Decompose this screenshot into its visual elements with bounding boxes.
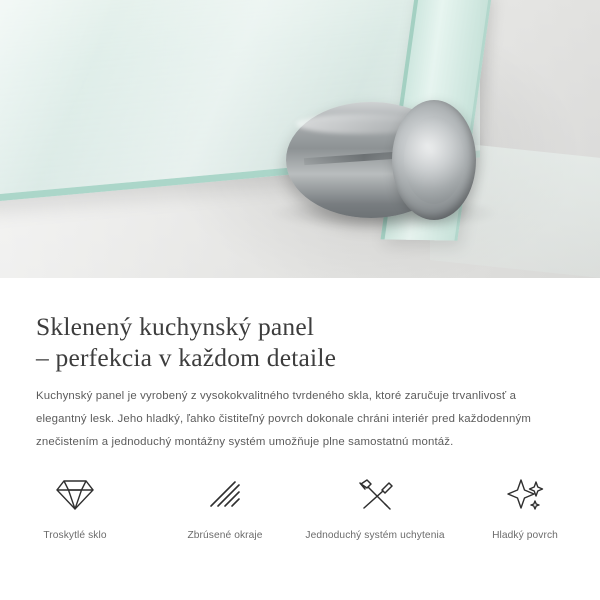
content-section xyxy=(0,278,600,600)
beveled-edges-icon xyxy=(154,474,296,516)
clamp-cap-inner xyxy=(404,116,464,204)
metal-standoff-clamp xyxy=(286,98,486,224)
page-title xyxy=(36,311,556,373)
feature-item xyxy=(150,474,300,541)
product-photo xyxy=(0,0,600,278)
feature-list xyxy=(0,474,600,541)
feature-item xyxy=(0,474,150,541)
feature-item xyxy=(300,474,450,541)
description-paragraph: Kuchynský panel je vyrobený z vysokokvalitného tvrdeného skla, ktoré zaručuje trvanlivosť a elegantný lesk. Jeho hladký, ľahko čistiteľný povrch dokonale chráni interiér pred každodenným znečistením a jednoduchý montážny systém umožňuje plne samostatnú montáž. xyxy=(36,390,531,449)
bottom-spacer xyxy=(0,590,600,600)
feature-label: Jednoduchý systém uchytenia xyxy=(305,530,445,541)
feature-label: Hladký povrch xyxy=(492,530,558,541)
diamond-icon xyxy=(4,474,146,516)
headline-line-1: Sklenený kuchynský panel xyxy=(36,312,315,342)
feature-label: Zbrúsené okraje xyxy=(187,530,263,541)
feature-label: Troskytlé sklo xyxy=(43,530,107,541)
feature-item xyxy=(450,474,600,541)
tools-icon xyxy=(304,474,446,516)
clamp-cap xyxy=(392,100,476,220)
sparkle-icon xyxy=(454,474,596,516)
headline-line-2: – perfekcia v každom detaile xyxy=(36,343,337,373)
